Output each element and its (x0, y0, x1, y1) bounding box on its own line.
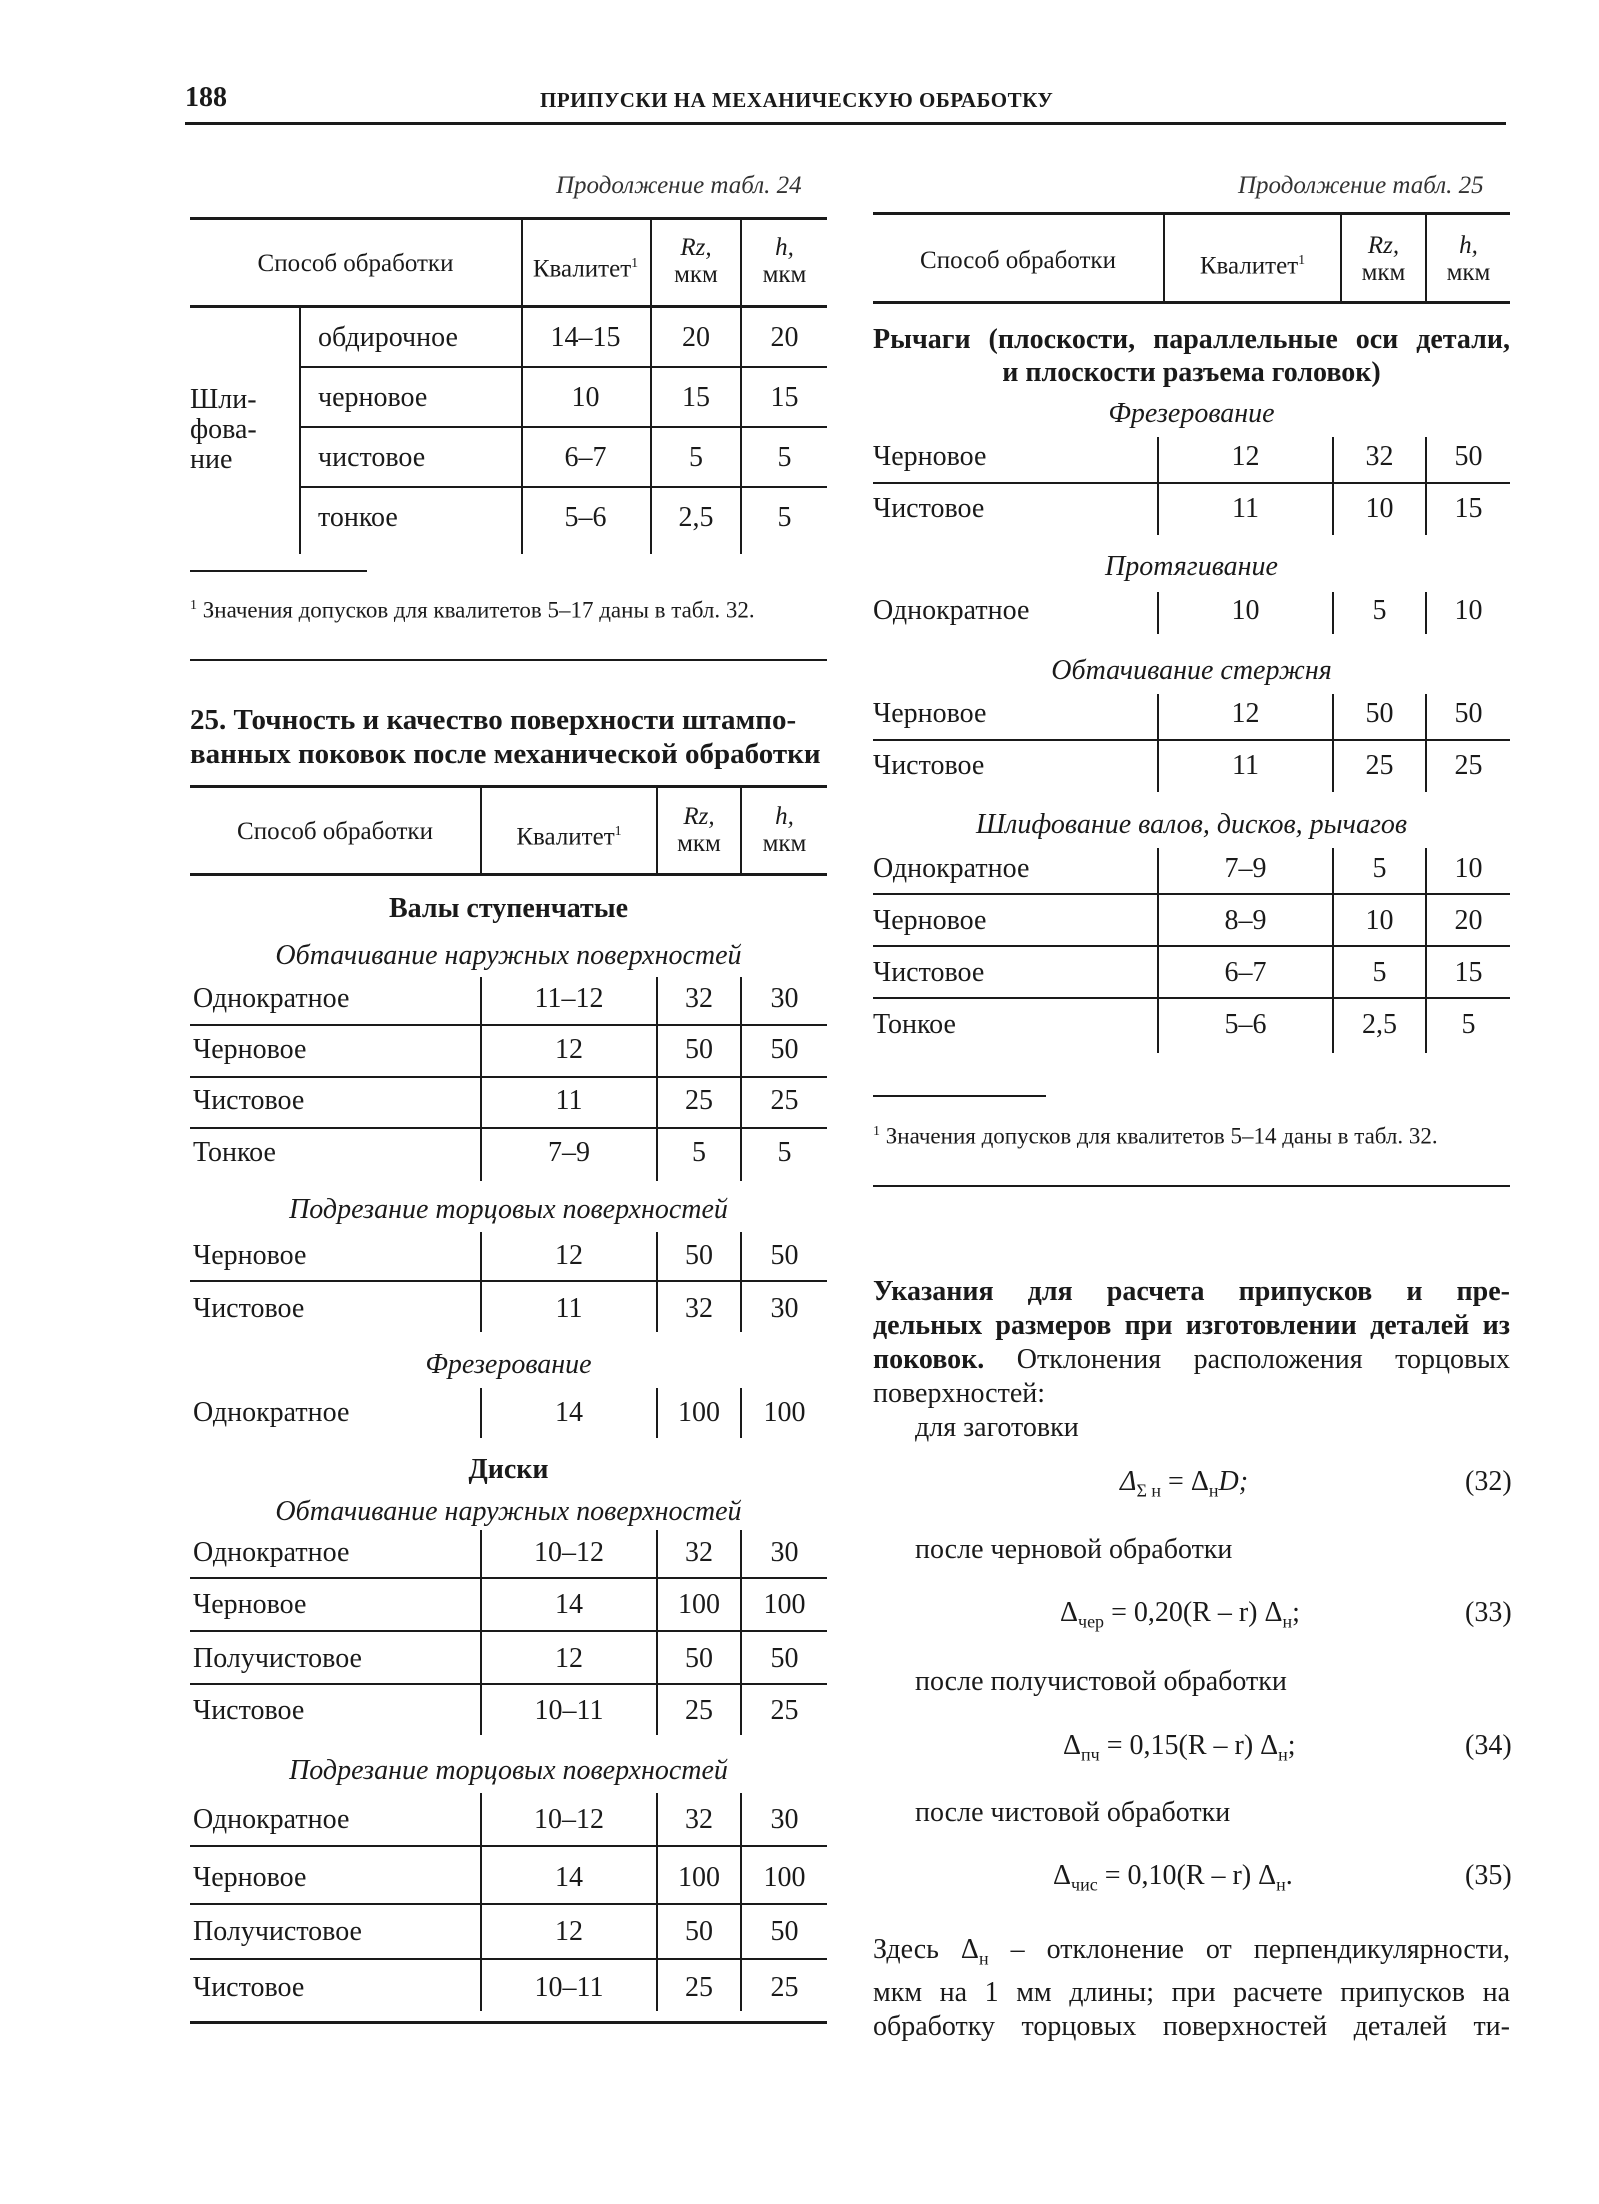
t25-row-h: 50 (770, 1034, 799, 1065)
running-title: ПРИПУСКИ НА МЕХАНИЧЕСКУЮ ОБРАБОТКУ (540, 88, 1054, 112)
t25-row-name: Однократное (193, 1537, 350, 1568)
t25c-sub-rod-turning: Обтачивание стержня (1051, 655, 1332, 686)
t25c-col-method: Способ обработки (920, 247, 1116, 274)
t25-title: 25. Точность и качество поверхности штампо- ванных поковок после механической обработки (190, 704, 821, 770)
t25-row-rz: 50 (685, 1643, 713, 1674)
t25-row-rz: 32 (685, 1804, 713, 1835)
t25-row-grade: 12 (555, 1916, 583, 1947)
t24-row-h: 20 (770, 322, 799, 353)
equation-34-number: (34) (1465, 1730, 1512, 1761)
t24-row-rz: 2,5 (678, 502, 714, 533)
t25c-row-grade: 12 (1231, 441, 1260, 472)
t25-row-h: 30 (770, 983, 799, 1014)
t25c-row-h: 5 (1461, 1009, 1476, 1040)
t24-row-grade: 5–6 (564, 502, 607, 533)
t25-col-h-unit: мкм (762, 830, 807, 857)
after-finish-label: после чистовой обработки (915, 1797, 1231, 1828)
t25c-continuation: Продолжение табл. 25 (1238, 172, 1484, 199)
t25-row-rz: 25 (685, 1972, 713, 2003)
t25-row-name: Получистовое (193, 1643, 362, 1674)
t25c-row-rz: 32 (1365, 441, 1394, 472)
t25c-row-h: 15 (1454, 493, 1483, 524)
t25-row-h: 30 (770, 1804, 799, 1835)
t25-col-rz: Rz, (683, 803, 715, 830)
t24-row-grade: 10 (571, 382, 600, 413)
t24-row-grade: 14–15 (550, 322, 621, 353)
t25-row-grade: 11 (555, 1085, 583, 1116)
t24-col-rz-unit: мкм (674, 261, 718, 288)
t25c-sub-milling: Фрезерование (1108, 398, 1275, 429)
t25c-row-grade: 6–7 (1224, 957, 1267, 988)
t25c-row-rz: 5 (1372, 853, 1387, 884)
equation-33: $\Delta_{чер} = 0,20(R - r)$ $\Delta_н$; (1060, 1597, 1300, 1632)
after-semi-label: после получистовой обработки (915, 1666, 1287, 1697)
t24-row-name: чистовое (318, 442, 426, 473)
t25-row-grade: 10–11 (534, 1695, 604, 1726)
t25-row-grade: 10–12 (534, 1804, 604, 1835)
t25-row-rz: 50 (685, 1240, 713, 1271)
t25c-col-rz: Rz, (1367, 232, 1400, 259)
t24-footnote-rule (190, 570, 367, 572)
equation-35-number: (35) (1465, 1860, 1512, 1891)
t24-col-grade: Квалитет$^1$ (532, 255, 639, 283)
equation-34: $\Delta_{пч} = 0,15(R - r)$ $\Delta_н$; (1063, 1730, 1296, 1765)
t25-col-h: h, (775, 803, 794, 830)
t25-section-disks: Диски (468, 1454, 549, 1485)
t25c-row-rz: 25 (1365, 750, 1394, 781)
instructions-paragraph: Указания для расчета припусков и пре- дельных размеров при изготовлении деталей из поковок. Отклонения расположения торцовых поверхностей: для заготовки (873, 1276, 1510, 1443)
t25c-row-rz: 5 (1372, 595, 1387, 626)
t25c-row-grade: 10 (1231, 595, 1260, 626)
t25c-sub-grinding: Шлифование валов, дисков, рычагов (975, 809, 1408, 840)
t25c-col-h: h, (1459, 232, 1478, 259)
t24-row-h: 5 (777, 442, 792, 473)
t25-row-name: Чистовое (193, 1085, 305, 1116)
t25-row-h: 50 (770, 1916, 799, 1947)
t25c-row-grade: 8–9 (1224, 905, 1267, 936)
t25-sub-disks-turning: Обтачивание наружных поверхностей (275, 1496, 742, 1527)
t24-row-rz: 15 (682, 382, 710, 413)
t25c-row-name: Черновое (873, 698, 987, 729)
t25c-row-name: Черновое (873, 905, 987, 936)
t25c-row-h: 10 (1454, 853, 1483, 884)
t25-sub-shafts-milling: Фрезерование (425, 1349, 592, 1380)
t25-row-grade: 7–9 (548, 1137, 590, 1168)
t25-col-grade: Квалитет$^1$ (516, 823, 622, 851)
t25c-row-name: Однократное (873, 853, 1030, 884)
t25c-row-rz: 10 (1365, 905, 1394, 936)
t25-row-rz: 5 (692, 1137, 706, 1168)
t24-row-name: обдирочное (318, 322, 458, 353)
t25c-row-rz: 2,5 (1362, 1009, 1397, 1040)
t25c-footnote: $^1$ Значения допусков для квалитетов 5–14 даны в табл. 32. (873, 1123, 1438, 1149)
equation-32: $\Delta_{\Sigma н} = \Delta_нD$; (1120, 1466, 1249, 1501)
t25-row-rz: 50 (685, 1034, 713, 1065)
t25-col-rz-unit: мкм (677, 830, 721, 857)
t25-sub-shafts-facing: Подрезание торцовых поверхностей (289, 1194, 728, 1225)
t25-row-rz: 25 (685, 1695, 713, 1726)
t25-row-name: Чистовое (193, 1695, 305, 1726)
t25-row-grade: 12 (555, 1034, 583, 1065)
t25c-row-name: Чистовое (873, 493, 985, 524)
t25-row-rz: 100 (678, 1862, 720, 1893)
t25-row-rz: 25 (685, 1085, 713, 1116)
t25c-row-grade: 11 (1232, 750, 1259, 781)
explanation-paragraph: Здесь $\Delta_н$ – отклонение от перпендикулярности, мкм на 1 мм длины; при расчете припусков на обработку торцовых поверхностей деталей ти- (873, 1934, 1510, 2042)
t25-row-name: Тонкое (193, 1137, 276, 1168)
after-rough-label: после черновой обработки (915, 1534, 1233, 1565)
t25-row-name: Черновое (193, 1034, 307, 1065)
t24-row-name: тонкое (318, 502, 398, 533)
t24-col-rz: Rz, (680, 234, 712, 261)
t25-row-name: Однократное (193, 983, 350, 1014)
t24-col-h: h, (775, 234, 794, 261)
t25-sub-disks-facing: Подрезание торцовых поверхностей (289, 1755, 728, 1786)
t25c-row-rz: 10 (1365, 493, 1394, 524)
t25-row-grade: 12 (555, 1240, 583, 1271)
t25-row-h: 25 (770, 1695, 799, 1726)
t25-row-name: Однократное (193, 1397, 350, 1428)
t25-row-rz: 32 (685, 1293, 713, 1324)
t25-row-name: Черновое (193, 1589, 307, 1620)
t25c-row-grade: 7–9 (1224, 853, 1267, 884)
t25c-row-h: 20 (1454, 905, 1483, 936)
t25-row-grade: 14 (555, 1397, 583, 1428)
t25c-footnote-rule (873, 1095, 1046, 1097)
t25c-row-name: Тонкое (873, 1009, 956, 1040)
t24-row-h: 5 (777, 502, 792, 533)
t24-row-rz: 20 (682, 322, 710, 353)
t25-row-grade: 12 (555, 1643, 583, 1674)
t25c-row-grade: 11 (1232, 493, 1259, 524)
t25-row-grade: 11 (555, 1293, 583, 1324)
t25-row-h: 25 (770, 1085, 799, 1116)
t25-sub-shafts-turning: Обтачивание наружных поверхностей (275, 940, 742, 971)
t25-row-rz: 32 (685, 1537, 713, 1568)
t25-row-h: 50 (770, 1643, 799, 1674)
t25-row-h: 100 (763, 1589, 806, 1620)
t25c-row-name: Черновое (873, 441, 987, 472)
t24-col-h-unit: мкм (762, 261, 807, 288)
t25c-row-name: Чистовое (873, 750, 985, 781)
t25c-col-grade: Квалитет$^1$ (1199, 252, 1306, 280)
t25-row-name: Черновое (193, 1862, 307, 1893)
t25c-row-name: Чистовое (873, 957, 985, 988)
page-number: 188 (185, 82, 227, 113)
t25-row-h: 5 (777, 1137, 792, 1168)
t25c-row-name: Однократное (873, 595, 1030, 626)
t24-continuation: Продолжение табл. 24 (556, 172, 802, 199)
t25-row-name: Однократное (193, 1804, 350, 1835)
t25c-row-grade: 5–6 (1224, 1009, 1267, 1040)
t25-row-grade: 10–11 (534, 1972, 604, 2003)
t24-row-grade: 6–7 (564, 442, 607, 473)
t25c-row-h: 10 (1454, 595, 1483, 626)
t25-row-grade: 11–12 (534, 983, 604, 1014)
t25c-section-levers: Рычаги (плоскости, параллельные оси детали, и плоскости разъема головок) (873, 324, 1510, 388)
t25c-row-h: 50 (1454, 441, 1483, 472)
t25-row-grade: 14 (555, 1862, 583, 1893)
t25-row-name: Черновое (193, 1240, 307, 1271)
t25c-sub-broaching: Протягивание (1104, 551, 1278, 582)
t25-row-h: 100 (763, 1862, 806, 1893)
t25-row-grade: 14 (555, 1589, 583, 1620)
t24-group-label: Шли- фова- ние (190, 384, 257, 475)
t24-footnote: $^1$ Значения допусков для квалитетов 5–17 даны в табл. 32. (190, 597, 755, 623)
t25c-col-rz-unit: мкм (1361, 259, 1406, 286)
t25-row-h: 30 (770, 1293, 799, 1324)
t25c-row-h: 25 (1454, 750, 1483, 781)
t24-col-method: Способ обработки (257, 250, 454, 277)
t25-row-rz: 100 (678, 1397, 720, 1428)
t25c-row-h: 50 (1454, 698, 1483, 729)
t25-row-name: Чистовое (193, 1972, 305, 2003)
t24-row-name: черновое (318, 382, 428, 413)
t25-row-name: Чистовое (193, 1293, 305, 1324)
t25c-row-rz: 50 (1365, 698, 1394, 729)
equation-32-number: (32) (1465, 1466, 1512, 1497)
t25-col-method: Способ обработки (237, 818, 433, 845)
t25-row-rz: 50 (685, 1916, 713, 1947)
t25-bottom-rule (190, 2021, 827, 2024)
equation-35: $\Delta_{чис} = 0,10(R - r)$ $\Delta_н$. (1053, 1860, 1293, 1895)
t25-section-shafts: Валы ступенчатые (388, 893, 629, 924)
t25-row-name: Получистовое (193, 1916, 362, 1947)
t24-row-h: 15 (770, 382, 799, 413)
header-rule (185, 122, 1506, 125)
t25-row-rz: 32 (685, 983, 713, 1014)
t25c-row-grade: 12 (1231, 698, 1260, 729)
t25-row-rz: 100 (678, 1589, 720, 1620)
t25c-row-h: 15 (1454, 957, 1483, 988)
t25-row-h: 50 (770, 1240, 799, 1271)
equation-33-number: (33) (1465, 1597, 1512, 1628)
t25-row-h: 25 (770, 1972, 799, 2003)
t25c-col-h-unit: мкм (1446, 259, 1491, 286)
t25-row-grade: 10–12 (534, 1537, 604, 1568)
t24-row-rz: 5 (689, 442, 703, 473)
t25-row-h: 100 (763, 1397, 806, 1428)
t25-row-h: 30 (770, 1537, 799, 1568)
t25c-row-rz: 5 (1372, 957, 1387, 988)
